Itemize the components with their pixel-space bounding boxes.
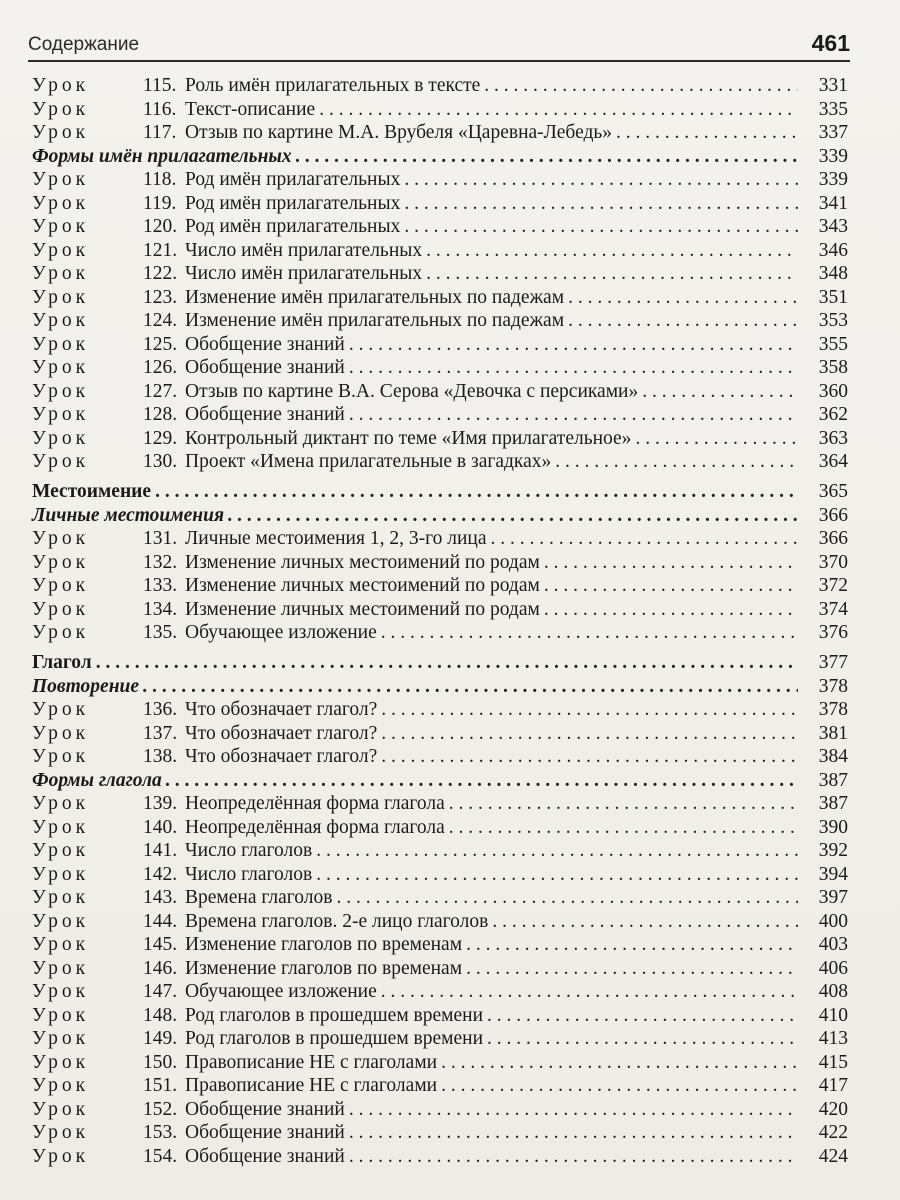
entry-title: Что обозначает глагол? bbox=[185, 722, 378, 744]
lesson-number: 144. bbox=[143, 910, 178, 932]
entry-page-number: 358 bbox=[818, 357, 848, 378]
toc-lesson-row bbox=[32, 527, 848, 551]
entry-page-number: 355 bbox=[818, 333, 848, 355]
dot-leader bbox=[490, 527, 798, 551]
lesson-prefix: Урок bbox=[32, 451, 90, 472]
lesson-number: 142. bbox=[143, 863, 178, 885]
entry-title: Обобщение знаний bbox=[185, 1122, 345, 1143]
lesson-prefix: Урок bbox=[32, 863, 90, 885]
entry-page-number: 372 bbox=[818, 575, 848, 596]
lesson-number: 152. bbox=[143, 1098, 178, 1120]
lesson-prefix: Урок bbox=[32, 598, 90, 620]
lesson-prefix: Урок bbox=[32, 1004, 90, 1026]
entry-title: Изменение личных местоимений по родам bbox=[185, 551, 540, 573]
dot-leader bbox=[349, 403, 798, 427]
toc-lesson-row bbox=[32, 121, 848, 145]
entry-title: Роль имён прилагательных в тексте bbox=[185, 75, 481, 96]
lesson-prefix: Урок bbox=[32, 1122, 90, 1143]
entry-title: Что обозначает глагол? bbox=[185, 746, 378, 767]
entry-page-number: 377 bbox=[818, 652, 848, 673]
entry-page-number: 365 bbox=[818, 481, 848, 502]
toc-lesson-row bbox=[32, 215, 848, 239]
dot-leader bbox=[404, 168, 798, 192]
entry-page-number: 408 bbox=[818, 981, 848, 1002]
entry-page-number: 362 bbox=[818, 404, 848, 425]
dot-leader bbox=[492, 910, 798, 934]
entry-page-number: 417 bbox=[818, 1075, 848, 1096]
entry-page-number: 394 bbox=[818, 863, 848, 885]
toc-lesson-row bbox=[32, 1145, 848, 1169]
lesson-number: 140. bbox=[143, 816, 178, 838]
lesson-prefix: Урок bbox=[32, 333, 90, 355]
entry-page-number: 348 bbox=[818, 263, 848, 284]
entry-page-number: 392 bbox=[818, 840, 848, 861]
toc-lesson-row bbox=[32, 698, 848, 722]
entry-page-number: 376 bbox=[818, 622, 848, 643]
lesson-prefix: Урок bbox=[32, 816, 90, 838]
entry-title: Изменение глаголов по временам bbox=[185, 934, 463, 955]
lesson-prefix: Урок bbox=[32, 746, 90, 767]
lesson-number: 115. bbox=[143, 75, 177, 96]
dot-leader bbox=[426, 262, 798, 286]
entry-page-number: 363 bbox=[818, 427, 848, 449]
lesson-prefix: Урок bbox=[32, 1051, 90, 1073]
lesson-number: 153. bbox=[143, 1122, 178, 1143]
dot-leader bbox=[349, 356, 798, 380]
toc-subsection-heading bbox=[32, 145, 848, 169]
dot-leader bbox=[635, 427, 798, 451]
toc-lesson-row bbox=[32, 262, 848, 286]
toc-lesson-row bbox=[32, 839, 848, 863]
toc-lesson-row bbox=[32, 309, 848, 333]
toc-subsection-heading bbox=[32, 504, 848, 528]
entry-page-number: 337 bbox=[818, 122, 848, 143]
dot-leader bbox=[487, 1004, 798, 1028]
dot-leader bbox=[96, 651, 798, 675]
lesson-prefix: Урок bbox=[32, 910, 90, 932]
entry-title: Изменение имён прилагательных по падежам bbox=[185, 310, 565, 331]
toc-lesson-row bbox=[32, 192, 848, 216]
lesson-number: 118. bbox=[143, 169, 177, 190]
dot-leader bbox=[544, 574, 798, 598]
entry-title: Род имён прилагательных bbox=[185, 169, 401, 190]
lesson-prefix: Урок bbox=[32, 551, 90, 573]
lesson-prefix: Урок bbox=[32, 840, 90, 861]
dot-leader bbox=[616, 121, 798, 145]
toc-lesson-row bbox=[32, 574, 848, 598]
lesson-number: 150. bbox=[143, 1051, 178, 1073]
entry-page-number: 410 bbox=[818, 1004, 848, 1026]
lesson-number: 137. bbox=[143, 722, 178, 744]
dot-leader bbox=[568, 309, 798, 333]
lesson-number: 120. bbox=[143, 216, 178, 237]
entry-page-number: 424 bbox=[818, 1145, 848, 1167]
entry-page-number: 341 bbox=[818, 192, 848, 214]
entry-title: Правописание НЕ с глаголами bbox=[185, 1075, 438, 1096]
lesson-number: 127. bbox=[143, 380, 178, 402]
toc-lesson-row bbox=[32, 863, 848, 887]
lesson-number: 130. bbox=[143, 451, 178, 472]
lesson-prefix: Урок bbox=[32, 75, 90, 96]
toc-lesson-row bbox=[32, 380, 848, 404]
lesson-number: 117. bbox=[143, 122, 177, 143]
entry-title: Обучающее изложение bbox=[185, 981, 377, 1002]
entry-page-number: 370 bbox=[818, 551, 848, 573]
lesson-prefix: Урок bbox=[32, 1028, 90, 1049]
toc-lesson-row bbox=[32, 957, 848, 981]
lesson-number: 145. bbox=[143, 934, 178, 955]
dot-leader bbox=[381, 698, 798, 722]
toc-lesson-row bbox=[32, 450, 848, 474]
toc-lesson-row bbox=[32, 427, 848, 451]
entry-title: Неопределённая форма глагола bbox=[185, 793, 445, 814]
lesson-prefix: Урок bbox=[32, 722, 90, 744]
toc-lesson-row bbox=[32, 168, 848, 192]
dot-leader bbox=[381, 980, 798, 1004]
toc-lesson-row bbox=[32, 1051, 848, 1075]
lesson-number: 134. bbox=[143, 598, 178, 620]
dot-leader bbox=[544, 551, 798, 575]
entry-page-number: 406 bbox=[818, 957, 848, 979]
entry-title: Контрольный диктант по теме «Имя прилагательное» bbox=[185, 427, 632, 449]
lesson-prefix: Урок bbox=[32, 981, 90, 1002]
dot-leader bbox=[349, 1121, 798, 1145]
lesson-prefix: Урок bbox=[32, 699, 90, 720]
lesson-number: 147. bbox=[143, 981, 178, 1002]
entry-page-number: 331 bbox=[818, 75, 848, 96]
lesson-prefix: Урок bbox=[32, 286, 90, 308]
entry-page-number: 364 bbox=[818, 451, 848, 472]
lesson-prefix: Урок bbox=[32, 957, 90, 979]
entry-title: Обучающее изложение bbox=[185, 622, 377, 643]
lesson-prefix: Урок bbox=[32, 1098, 90, 1120]
entry-title: Проект «Имена прилагательные в загадках» bbox=[185, 451, 552, 472]
toc-lesson-row bbox=[32, 886, 848, 910]
toc-lesson-row bbox=[32, 333, 848, 357]
lesson-number: 133. bbox=[143, 575, 178, 596]
dot-leader bbox=[449, 792, 798, 816]
lesson-prefix: Урок bbox=[32, 793, 90, 814]
dot-leader bbox=[336, 886, 798, 910]
lesson-number: 151. bbox=[143, 1075, 178, 1096]
entry-title: Местоимение bbox=[32, 481, 152, 502]
entry-title: Изменение личных местоимений по родам bbox=[185, 598, 540, 620]
running-head bbox=[28, 30, 850, 62]
lesson-prefix: Урок bbox=[32, 1075, 90, 1096]
entry-title: Времена глаголов bbox=[185, 887, 333, 908]
entry-page-number: 366 bbox=[818, 528, 848, 549]
lesson-number: 121. bbox=[143, 239, 178, 261]
lesson-prefix: Урок bbox=[32, 263, 90, 284]
entry-title: Обобщение знаний bbox=[185, 333, 345, 355]
entry-title: Формы имён прилагательных bbox=[32, 145, 292, 167]
entry-title: Личные местоимения 1, 2, 3-го лица bbox=[185, 528, 487, 549]
lesson-prefix: Урок bbox=[32, 404, 90, 425]
entry-title: Число имён прилагательных bbox=[185, 263, 423, 284]
dot-leader bbox=[568, 286, 798, 310]
dot-leader bbox=[404, 215, 798, 239]
dot-leader bbox=[426, 239, 798, 263]
lesson-prefix: Урок bbox=[32, 528, 90, 549]
toc-lesson-row bbox=[32, 933, 848, 957]
toc-lesson-row bbox=[32, 722, 848, 746]
lesson-prefix: Урок bbox=[32, 169, 90, 190]
toc-lesson-row bbox=[32, 551, 848, 575]
toc-lesson-row bbox=[32, 745, 848, 769]
entry-page-number: 403 bbox=[818, 934, 848, 955]
lesson-prefix: Урок bbox=[32, 216, 90, 237]
dot-leader bbox=[441, 1051, 798, 1075]
toc-lesson-row bbox=[32, 74, 848, 98]
entry-title: Правописание НЕ с глаголами bbox=[185, 1051, 438, 1073]
table-of-contents bbox=[32, 74, 848, 1168]
entry-page-number: 387 bbox=[818, 769, 848, 791]
lesson-number: 148. bbox=[143, 1004, 178, 1026]
entry-page-number: 397 bbox=[818, 887, 848, 908]
entry-page-number: 343 bbox=[818, 216, 848, 237]
lesson-prefix: Урок bbox=[32, 98, 90, 120]
lesson-number: 128. bbox=[143, 404, 178, 425]
toc-lesson-row bbox=[32, 910, 848, 934]
dot-leader bbox=[381, 722, 798, 746]
lesson-number: 129. bbox=[143, 427, 178, 449]
lesson-number: 138. bbox=[143, 746, 178, 767]
toc-lesson-row bbox=[32, 1027, 848, 1051]
entry-title: Отзыв по картине В.А. Серова «Девочка с персиками» bbox=[185, 380, 639, 402]
dot-leader bbox=[466, 957, 798, 981]
entry-page-number: 351 bbox=[818, 286, 848, 308]
entry-title: Обобщение знаний bbox=[185, 357, 345, 378]
dot-leader bbox=[166, 769, 798, 793]
lesson-prefix: Урок bbox=[32, 239, 90, 261]
dot-leader bbox=[404, 192, 798, 216]
dot-leader bbox=[484, 74, 798, 98]
entry-page-number: 378 bbox=[818, 675, 848, 697]
dot-leader bbox=[143, 675, 798, 699]
lesson-number: 143. bbox=[143, 887, 178, 908]
toc-lesson-row bbox=[32, 792, 848, 816]
dot-leader bbox=[555, 450, 798, 474]
entry-title: Род глаголов в прошедшем времени bbox=[185, 1004, 484, 1026]
toc-section-heading bbox=[32, 480, 848, 504]
entry-page-number: 384 bbox=[818, 746, 848, 767]
lesson-prefix: Урок bbox=[32, 622, 90, 643]
toc-lesson-row bbox=[32, 598, 848, 622]
dot-leader bbox=[155, 480, 798, 504]
lesson-prefix: Урок bbox=[32, 427, 90, 449]
dot-leader bbox=[466, 933, 798, 957]
lesson-number: 149. bbox=[143, 1028, 178, 1049]
entry-title: Обобщение знаний bbox=[185, 1145, 345, 1167]
entry-title: Число имён прилагательных bbox=[185, 239, 423, 261]
toc-lesson-row bbox=[32, 356, 848, 380]
dot-leader bbox=[381, 621, 798, 645]
entry-page-number: 420 bbox=[818, 1098, 848, 1120]
entry-title: Текст-описание bbox=[185, 98, 316, 120]
dot-leader bbox=[349, 1145, 798, 1169]
lesson-number: 146. bbox=[143, 957, 178, 979]
entry-page-number: 415 bbox=[818, 1051, 848, 1073]
lesson-number: 136. bbox=[143, 699, 178, 720]
lesson-number: 132. bbox=[143, 551, 178, 573]
lesson-number: 141. bbox=[143, 840, 178, 861]
toc-lesson-row bbox=[32, 286, 848, 310]
dot-leader bbox=[642, 380, 798, 404]
lesson-number: 116. bbox=[143, 98, 177, 120]
dot-leader bbox=[316, 839, 798, 863]
toc-lesson-row bbox=[32, 239, 848, 263]
lesson-number: 123. bbox=[143, 286, 178, 308]
entry-page-number: 353 bbox=[818, 310, 848, 331]
lesson-prefix: Урок bbox=[32, 310, 90, 331]
entry-title: Что обозначает глагол? bbox=[185, 699, 378, 720]
lesson-prefix: Урок bbox=[32, 887, 90, 908]
dot-leader bbox=[228, 504, 798, 528]
lesson-number: 124. bbox=[143, 310, 178, 331]
lesson-number: 119. bbox=[143, 192, 177, 214]
entry-page-number: 378 bbox=[818, 699, 848, 720]
entry-page-number: 390 bbox=[818, 816, 848, 838]
lesson-number: 125. bbox=[143, 333, 178, 355]
toc-lesson-row bbox=[32, 98, 848, 122]
entry-title: Род глаголов в прошедшем времени bbox=[185, 1028, 484, 1049]
entry-page-number: 335 bbox=[818, 98, 848, 120]
running-head-title: Содержание bbox=[28, 34, 140, 55]
entry-title: Род имён прилагательных bbox=[185, 216, 401, 237]
dot-leader bbox=[381, 745, 798, 769]
dot-leader bbox=[296, 145, 798, 169]
toc-lesson-row bbox=[32, 1074, 848, 1098]
toc-subsection-heading bbox=[32, 675, 848, 699]
entry-page-number: 339 bbox=[818, 145, 848, 167]
lesson-number: 122. bbox=[143, 263, 178, 284]
entry-title: Повторение bbox=[32, 675, 140, 697]
lesson-prefix: Урок bbox=[32, 192, 90, 214]
entry-title: Личные местоимения bbox=[32, 504, 224, 526]
lesson-number: 135. bbox=[143, 622, 178, 643]
entry-title: Обобщение знаний bbox=[185, 404, 345, 425]
toc-section-heading bbox=[32, 651, 848, 675]
lesson-prefix: Урок bbox=[32, 575, 90, 596]
toc-lesson-row bbox=[32, 816, 848, 840]
page-number: 461 bbox=[811, 30, 850, 56]
lesson-number: 139. bbox=[143, 793, 178, 814]
entry-title: Формы глагола bbox=[32, 769, 162, 791]
dot-leader bbox=[544, 598, 798, 622]
lesson-number: 154. bbox=[143, 1145, 178, 1167]
entry-page-number: 387 bbox=[818, 793, 848, 814]
entry-title: Отзыв по картине М.А. Врубеля «Царевна-Лебедь» bbox=[185, 122, 613, 143]
entry-title: Обобщение знаний bbox=[185, 1098, 345, 1120]
dot-leader bbox=[316, 863, 798, 887]
entry-page-number: 366 bbox=[818, 504, 848, 526]
lesson-number: 131. bbox=[143, 528, 178, 549]
entry-title: Неопределённая форма глагола bbox=[185, 816, 445, 838]
entry-page-number: 346 bbox=[818, 239, 848, 261]
entry-page-number: 374 bbox=[818, 598, 848, 620]
entry-title: Число глаголов bbox=[185, 840, 313, 861]
toc-lesson-row bbox=[32, 1121, 848, 1145]
dot-leader bbox=[349, 333, 798, 357]
dot-leader bbox=[319, 98, 798, 122]
toc-lesson-row bbox=[32, 621, 848, 645]
entry-title: Времена глаголов. 2-е лицо глаголов bbox=[185, 910, 489, 932]
dot-leader bbox=[441, 1074, 798, 1098]
entry-title: Глагол bbox=[32, 652, 92, 673]
lesson-prefix: Урок bbox=[32, 1145, 90, 1167]
lesson-prefix: Урок bbox=[32, 122, 90, 143]
entry-page-number: 360 bbox=[818, 380, 848, 402]
entry-title: Изменение личных местоимений по родам bbox=[185, 575, 540, 596]
entry-page-number: 400 bbox=[818, 910, 848, 932]
toc-lesson-row bbox=[32, 980, 848, 1004]
lesson-prefix: Урок bbox=[32, 380, 90, 402]
lesson-prefix: Урок bbox=[32, 934, 90, 955]
dot-leader bbox=[349, 1098, 798, 1122]
entry-title: Число глаголов bbox=[185, 863, 313, 885]
entry-page-number: 422 bbox=[818, 1122, 848, 1143]
dot-leader bbox=[487, 1027, 798, 1051]
entry-title: Изменение имён прилагательных по падежам bbox=[185, 286, 565, 308]
toc-subsection-heading bbox=[32, 769, 848, 793]
entry-page-number: 413 bbox=[818, 1028, 848, 1049]
toc-lesson-row bbox=[32, 403, 848, 427]
dot-leader bbox=[449, 816, 798, 840]
lesson-number: 126. bbox=[143, 357, 178, 378]
toc-lesson-row bbox=[32, 1004, 848, 1028]
entry-page-number: 381 bbox=[818, 722, 848, 744]
toc-lesson-row bbox=[32, 1098, 848, 1122]
entry-title: Род имён прилагательных bbox=[185, 192, 401, 214]
entry-title: Изменение глаголов по временам bbox=[185, 957, 463, 979]
entry-page-number: 339 bbox=[818, 169, 848, 190]
lesson-prefix: Урок bbox=[32, 357, 90, 378]
